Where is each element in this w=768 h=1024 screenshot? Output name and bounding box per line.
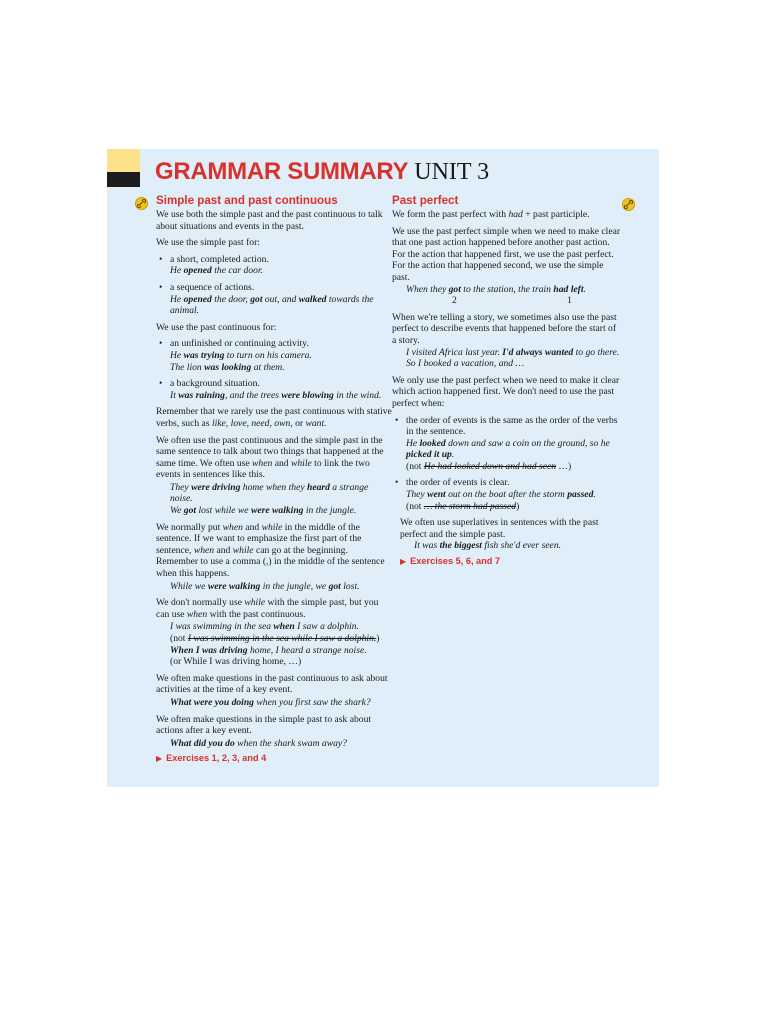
exercise-link-1-4[interactable]: ▶ Exercises 1, 2, 3, and 4	[156, 753, 267, 764]
paragraph: We often make questions in the simple past to ask about actions after a key event.	[156, 713, 372, 737]
example-sentence: When I was driving home, I heard a strange noise.	[170, 644, 367, 656]
left-column	[156, 193, 392, 765]
action-order-numbers: 2 1	[452, 295, 572, 307]
paragraph: Remember that we rarely use the past continuous with stative verbs, such as like, love, need, own, or want.	[156, 406, 392, 429]
bullet-item	[156, 282, 392, 317]
bullet-text: a background situation.	[170, 378, 260, 390]
example-sentence: We got lost while we were walking in the jungle.	[170, 505, 357, 517]
paragraph: We normally put when and while in the middle of the sentence. If we want to emphasize the first part of the sentence, when and while can go at the beginning. Remember to use a comma (,) in the middle of the sentence when this happens.	[156, 521, 385, 580]
example-sentence: I was swimming in the sea when I saw a dolphin.	[170, 621, 359, 633]
bullet-text: a short, completed action.	[170, 253, 269, 265]
arrow-icon: ▶	[156, 754, 163, 764]
example-sentence: When they got to the station, the train had left.	[406, 283, 586, 295]
example-sentence: What did you do when the shark swam away?	[170, 737, 347, 749]
bullet-item	[392, 477, 622, 512]
unit-tab-accent	[107, 149, 140, 172]
arrow-icon: ▶	[400, 557, 407, 567]
section-heading-simple-past: Simple past and past continuous	[156, 194, 338, 207]
example-sentence: (not He had looked down and had seen …)	[406, 460, 572, 472]
paragraph: We often use the past continuous and the simple past in the same sentence to talk about two things that happened at the same time. We often use when and while to link the two events in sentences like this.	[156, 434, 384, 481]
example-sentence: He opened the car door.	[170, 265, 264, 277]
right-column	[392, 193, 622, 568]
paragraph: We form the past perfect with had + past participle.	[392, 209, 590, 220]
bullet-item	[156, 254, 392, 277]
example-sentence: (not I was swimming in the sea while I saw a dolphin.)	[170, 633, 380, 644]
paragraph: We don't normally use while with the simple past, but you can use when with the past continuous.	[156, 597, 379, 620]
paragraph: We use both the simple past and the past continuous to talk about situations and events in the past.	[156, 209, 383, 232]
example-sentence: The lion was looking at them.	[170, 361, 285, 373]
bullet-item	[156, 338, 392, 373]
example-sentence: I visited Africa last year. I'd always wanted to go there. So I booked a vacation, and …	[406, 346, 620, 370]
bullet-item	[156, 378, 392, 401]
paragraph: We only use the past perfect when we need to make it clear which action happened first. We don't need to use the past perfect when:	[392, 374, 620, 409]
paragraph: We often use superlatives in sentences with the past perfect and the simple past.	[400, 517, 599, 540]
example-sentence: They went out on the boat after the storm passed.	[406, 489, 596, 501]
paragraph: We often make questions in the past continuous to ask about activities at the time of a key event.	[156, 672, 388, 696]
bullet-text: a sequence of actions.	[170, 281, 255, 293]
link-icon[interactable]	[135, 197, 148, 210]
example-sentence: It was raining, and the trees were blowing in the wind.	[170, 389, 382, 401]
link-icon[interactable]	[622, 198, 635, 211]
section-heading-past-perfect: Past perfect	[392, 194, 459, 207]
example-sentence: While we were walking in the jungle, we got lost.	[170, 580, 360, 592]
example-sentence: It was the biggest fish she'd ever seen.	[414, 540, 562, 552]
paragraph: When we're telling a story, we sometimes also use the past perfect to describe events that happened before the start of a story.	[392, 311, 617, 346]
bullet-text: the order of events is clear.	[406, 477, 510, 489]
title-main: GRAMMAR SUMMARY	[155, 158, 409, 185]
example-sentence: What were you doing when you first saw the shark?	[170, 696, 371, 708]
paragraph: We use the past continuous for:	[156, 321, 277, 333]
example-sentence: He looked down and saw a coin on the ground, so he picked it up.	[406, 437, 610, 461]
example-sentence: (not … the storm had passed)	[406, 500, 520, 512]
paragraph: We use the simple past for:	[156, 237, 260, 249]
example-sentence: He opened the door, got out, and walked towards the animal.	[170, 293, 374, 317]
bullet-item	[392, 415, 622, 473]
page-title	[155, 157, 489, 187]
exercise-link-5-7[interactable]: ▶ Exercises 5, 6, and 7	[400, 556, 501, 567]
paragraph: We use the past perfect simple when we need to make clear that one past action happened before another past action. For the action that happened first, we use the past perfect. For the action that happened second, we use the simple past.	[392, 225, 621, 283]
bullet-text: an unfinished or continuing activity.	[170, 338, 309, 350]
example-sentence: He was trying to turn on his camera.	[170, 349, 312, 361]
example-sentence: They were driving home when they heard a strange noise.	[170, 481, 369, 505]
unit-tab-bar	[107, 172, 140, 187]
title-unit: UNIT 3	[414, 159, 490, 185]
example-sentence: (or While I was driving home, …)	[170, 656, 302, 668]
bullet-text: the order of events is the same as the order of the verbs in the sentence.	[406, 414, 618, 438]
